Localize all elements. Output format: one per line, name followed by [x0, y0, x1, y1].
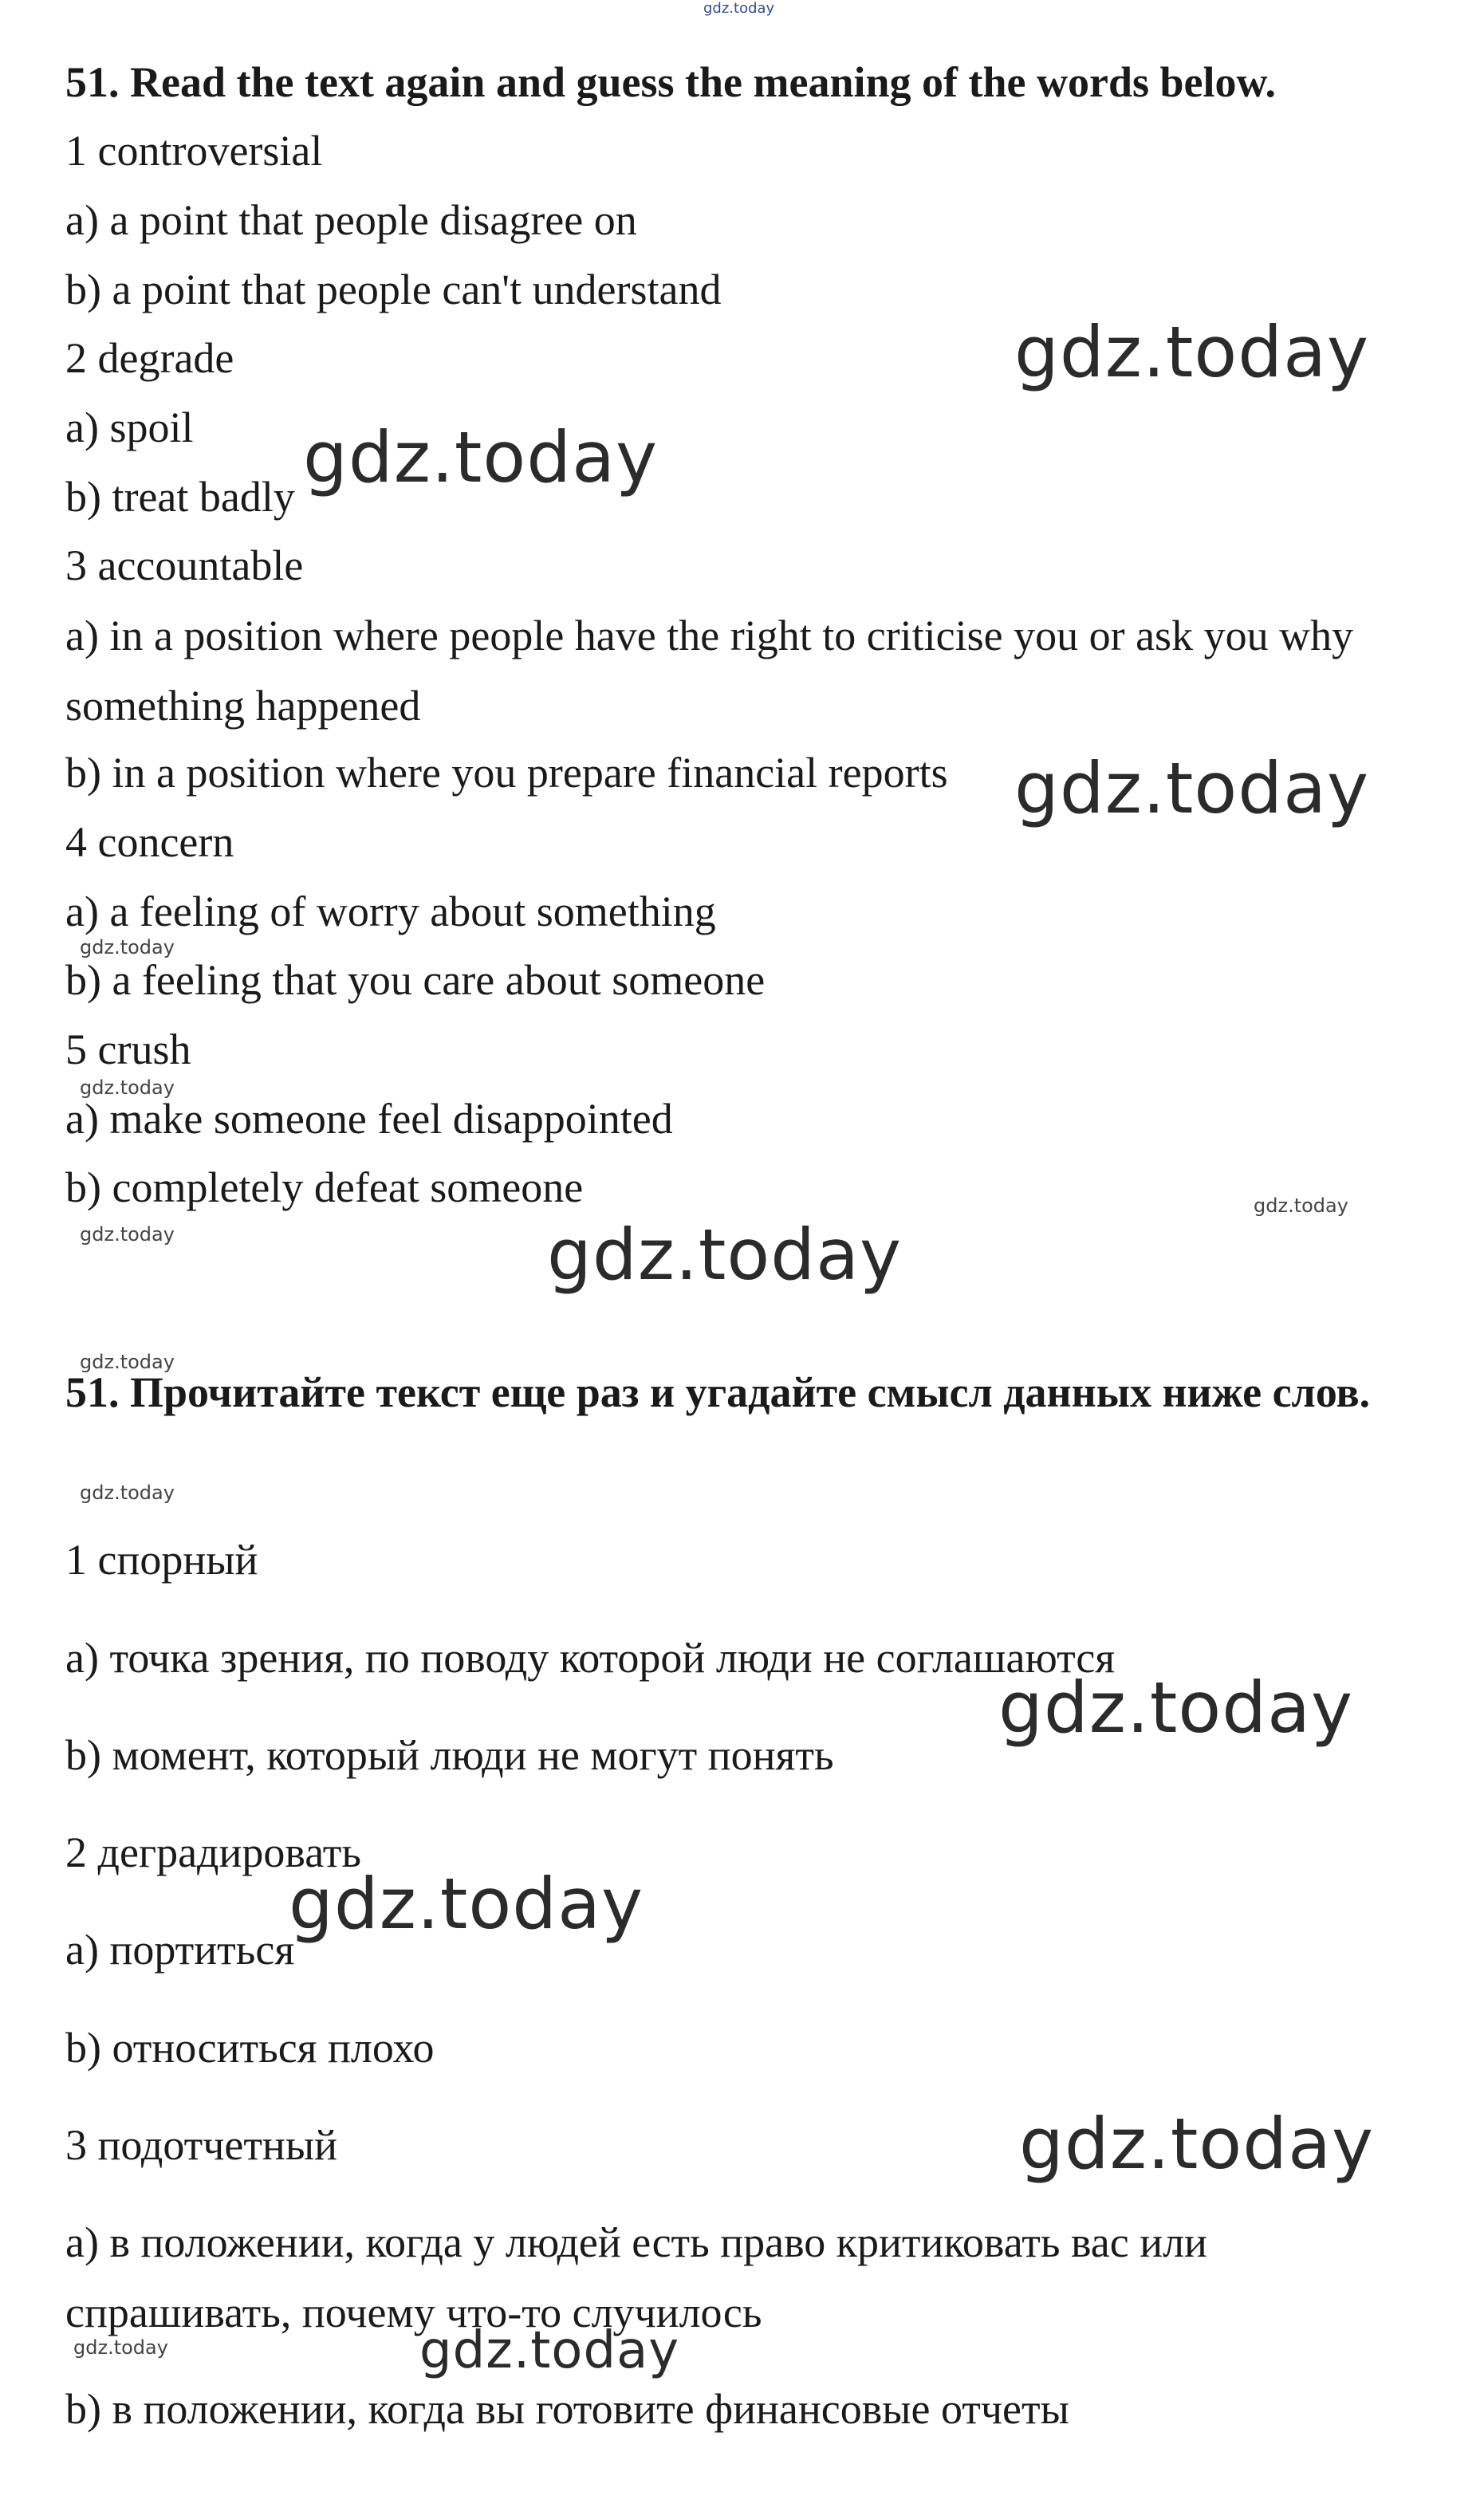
watermark: gdz.today [1014, 311, 1370, 393]
option-3a: a) in a position where people have the right to criticise you or ask you why something happened [65, 612, 1354, 730]
option-4b: b) a feeling that you care about someone [65, 956, 766, 1004]
watermark: gdz.today [1254, 1195, 1348, 1217]
ru-option-1a: a) точка зрения, по поводу которой люди не соглашаются [65, 1634, 1116, 1682]
watermark: gdz.today [80, 1482, 175, 1504]
watermark: gdz.today [703, 0, 775, 17]
watermark: gdz.today [998, 1667, 1354, 1749]
option-5a: a) make someone feel disappointed [65, 1095, 673, 1143]
heading-en: 51. Read the text again and guess the meaning of the words below. [65, 58, 1277, 106]
watermark: gdz.today [80, 936, 175, 958]
heading-ru: 51. Прочитайте текст еще раз и угадайте смысл данных ниже слов. [65, 1368, 1371, 1416]
watermark: gdz.today [419, 2321, 680, 2380]
ru-option-1b: b) момент, который люди не могут понять [65, 1731, 834, 1779]
ru-word-2: 2 деградировать [65, 1828, 362, 1876]
watermark: gdz.today [80, 1223, 175, 1246]
watermark: gdz.today [1014, 747, 1370, 829]
ru-word-3: 3 подотчетный [65, 2121, 338, 2169]
watermark: gdz.today [303, 416, 659, 498]
word-1: 1 controversial [65, 127, 323, 175]
option-3b: b) in a position where you prepare financial reports [65, 749, 948, 797]
word-4: 4 concern [65, 818, 234, 866]
watermark: gdz.today [80, 1351, 175, 1373]
watermark: gdz.today [73, 2336, 168, 2359]
ru-option-3a: a) в положении, когда у людей есть право критиковать вас или спрашивать, почему что-то случилось [65, 2218, 1207, 2336]
word-5: 5 crush [65, 1025, 191, 1073]
word-3: 3 accountable [65, 541, 304, 589]
option-1a: a) a point that people disagree on [65, 196, 637, 244]
ru-word-1: 1 спорный [65, 1536, 258, 1584]
watermark: gdz.today [547, 1214, 903, 1296]
watermark: gdz.today [289, 1863, 644, 1945]
option-4a: a) a feeling of worry about something [65, 888, 716, 935]
ru-option-2a: a) портиться [65, 1926, 295, 1974]
ru-option-3b: b) в положении, когда вы готовите финансовые отчеты [65, 2385, 1069, 2433]
option-2b: b) treat badly [65, 473, 295, 521]
option-2a: a) spoil [65, 403, 194, 451]
option-1b: b) a point that people can't understand [65, 266, 722, 313]
ru-option-2b: b) относиться плохо [65, 2024, 435, 2072]
option-5b: b) completely defeat someone [65, 1163, 584, 1211]
watermark: gdz.today [1019, 2103, 1375, 2185]
watermark: gdz.today [80, 1076, 175, 1099]
word-2: 2 degrade [65, 334, 234, 382]
